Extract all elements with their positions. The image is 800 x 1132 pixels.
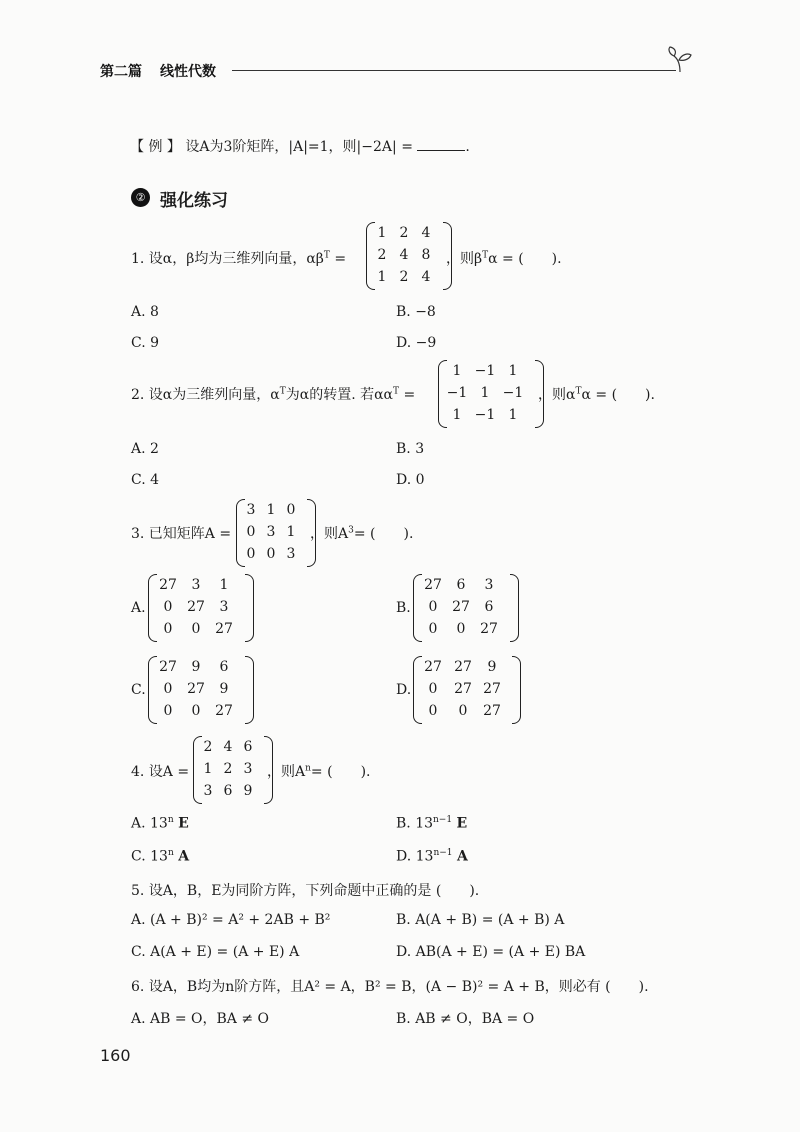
q3-option-a-matrix <box>148 574 254 642</box>
q1-tail: ，则$\beta^T\alpha$ = ( ). <box>446 250 562 267</box>
q3-option-a-label: A. <box>131 600 146 616</box>
matrix-cell: 1 <box>377 225 387 241</box>
q6-option-b: B. AB ≠ O，BA = O <box>396 1011 535 1027</box>
matrix-cell: 1 <box>203 761 213 777</box>
q5-option-b: B. A(A + B) = (A + B) A <box>396 912 565 928</box>
matrix-cell: 9 <box>487 659 497 675</box>
q6-stem: 6. 设A，B均为n阶方阵，且A² = A，B² = B，(A − B)² = A + B，则必有 ( ). <box>131 979 649 995</box>
matrix-cell: 1 <box>452 407 462 423</box>
matrix-cell: 1 <box>266 502 276 518</box>
matrix-cell: −1 <box>474 407 496 423</box>
q1-stem: 1. 设α，β均为三维列向量，$\alpha\beta^T$ = <box>131 250 347 267</box>
matrix-cell: 2 <box>399 269 409 285</box>
q1-option-d: D. −9 <box>396 335 437 351</box>
matrix-cell: 3 <box>266 524 276 540</box>
matrix-cell: 3 <box>246 502 256 518</box>
q2-matrix <box>438 360 544 428</box>
q5-option-d: D. AB(A + E) = (A + E) BA <box>396 944 586 960</box>
matrix-cell: 2 <box>399 225 409 241</box>
matrix-cell: 0 <box>191 703 201 719</box>
matrix-cell: 6 <box>219 659 229 675</box>
matrix-cell: 27 <box>454 681 472 697</box>
q1-option-a: A. 8 <box>131 304 159 320</box>
q4-stem: 4. 设A = <box>131 764 190 780</box>
matrix-cell: 4 <box>421 269 431 285</box>
matrix-cell: −1 <box>502 385 524 401</box>
answer-blank <box>417 138 465 151</box>
q4-matrix <box>193 736 273 804</box>
q1-option-b: B. −8 <box>396 304 436 320</box>
matrix-cell: 27 <box>483 703 501 719</box>
matrix-cell: 9 <box>243 783 253 799</box>
matrix-cell: 3 <box>191 577 201 593</box>
q1-option-c: C. 9 <box>131 335 160 351</box>
matrix-cell: 27 <box>215 621 233 637</box>
chapter-title: 线性代数 <box>160 64 216 80</box>
q3-stem: 3. 已知矩阵A = <box>131 526 232 542</box>
matrix-cell: 0 <box>428 599 438 615</box>
page-number: 160 <box>100 1046 131 1065</box>
q5-option-c: C. A(A + E) = (A + E) A <box>131 944 300 960</box>
matrix-cell: 4 <box>223 739 233 755</box>
matrix-cell: 0 <box>163 621 173 637</box>
q4-option-a: A. 13$^n$ E <box>131 815 189 832</box>
matrix-cell: 0 <box>191 621 201 637</box>
matrix-cell: 2 <box>377 247 387 263</box>
q2-option-d: D. 0 <box>396 472 425 488</box>
matrix-cell: 1 <box>286 524 296 540</box>
q5-option-a: A. (A + B)² = A² + 2AB + B² <box>131 912 331 928</box>
q3-option-c-label: C. <box>131 682 146 698</box>
matrix-cell: 1 <box>377 269 387 285</box>
matrix-cell: 6 <box>484 599 494 615</box>
matrix-cell: 9 <box>219 681 229 697</box>
matrix-cell: 3 <box>219 599 229 615</box>
example-line: 【 例 】 设A为3阶矩阵，|A|=1，则|−2A| = . <box>130 139 470 155</box>
q3-option-d-label: D. <box>396 682 412 698</box>
matrix-cell: 0 <box>428 681 438 697</box>
q4-option-c: C. 13$^n$ A <box>131 848 190 865</box>
matrix-cell: 4 <box>421 225 431 241</box>
header-rule <box>232 70 676 71</box>
matrix-cell: 1 <box>508 363 518 379</box>
matrix-cell: 1 <box>508 407 518 423</box>
q3-tail: ，则$A^3=$ ( ). <box>310 525 414 542</box>
matrix-cell: 27 <box>454 659 472 675</box>
matrix-cell: 3 <box>286 546 296 562</box>
q5-stem: 5. 设A，B，E为同阶方阵，下列命题中正确的是 ( ). <box>131 883 480 899</box>
q4-option-b: B. $13^{n-1}$ E <box>396 815 468 832</box>
q2-option-a: A. 2 <box>131 441 159 457</box>
q4-option-d: D. $13^{n-1}$ A <box>396 848 468 865</box>
matrix-cell: 1 <box>480 385 490 401</box>
matrix-cell: 0 <box>266 546 276 562</box>
matrix-cell: 0 <box>163 703 173 719</box>
matrix-cell: 0 <box>458 703 468 719</box>
matrix-cell: 27 <box>159 577 177 593</box>
matrix-cell: 3 <box>484 577 494 593</box>
q3-option-d-matrix <box>413 656 521 724</box>
matrix-cell: 0 <box>246 546 256 562</box>
matrix-cell: 1 <box>452 363 462 379</box>
matrix-cell: 0 <box>428 703 438 719</box>
matrix-cell: 6 <box>223 783 233 799</box>
matrix-cell: 27 <box>215 703 233 719</box>
q2-stem: 2. 设α为三维列向量，$\alpha^T$为α的转置. 若$\alpha\alpha^T$ = <box>131 386 416 403</box>
matrix-cell: 27 <box>187 681 205 697</box>
section-title: 强化练习 <box>160 191 228 211</box>
matrix-cell: 8 <box>421 247 431 263</box>
matrix-cell: 9 <box>191 659 201 675</box>
sprout-icon <box>666 44 696 74</box>
matrix-cell: 27 <box>452 599 470 615</box>
matrix-cell: 3 <box>243 761 253 777</box>
q2-option-b: B. 3 <box>396 441 425 457</box>
example-label: 【 例 】 <box>130 139 181 155</box>
matrix-cell: 0 <box>456 621 466 637</box>
q3-option-c-matrix <box>148 656 254 724</box>
matrix-cell: 4 <box>399 247 409 263</box>
matrix-cell: 0 <box>246 524 256 540</box>
matrix-cell: 1 <box>219 577 229 593</box>
matrix-cell: −1 <box>446 385 468 401</box>
q2-tail: ，则$\alpha^T\alpha$ = ( ). <box>538 386 655 403</box>
matrix-cell: −1 <box>474 363 496 379</box>
matrix-cell: 0 <box>163 599 173 615</box>
matrix-cell: 27 <box>480 621 498 637</box>
q3-matrix <box>236 499 316 567</box>
q3-option-b-matrix <box>413 574 519 642</box>
section-number-badge: ② <box>131 188 150 207</box>
matrix-cell: 27 <box>187 599 205 615</box>
q2-option-c: C. 4 <box>131 472 160 488</box>
matrix-cell: 0 <box>428 621 438 637</box>
matrix-cell: 6 <box>243 739 253 755</box>
example-text: 设A为3阶矩阵，|A|=1，则|−2A| = <box>185 139 413 155</box>
matrix-cell: 27 <box>424 577 442 593</box>
chapter-label: 第二篇 <box>100 64 142 80</box>
matrix-cell: 6 <box>456 577 466 593</box>
q1-matrix <box>366 222 452 290</box>
matrix-cell: 3 <box>203 783 213 799</box>
q6-option-a: A. AB = O，BA ≠ O <box>131 1011 270 1027</box>
matrix-cell: 2 <box>223 761 233 777</box>
matrix-cell: 27 <box>159 659 177 675</box>
matrix-cell: 0 <box>286 502 296 518</box>
matrix-cell: 27 <box>483 681 501 697</box>
q4-tail: ，则$A^n=$ ( ). <box>267 763 371 780</box>
matrix-cell: 2 <box>203 739 213 755</box>
q3-option-b-label: B. <box>396 600 411 616</box>
matrix-cell: 0 <box>163 681 173 697</box>
matrix-cell: 27 <box>424 659 442 675</box>
